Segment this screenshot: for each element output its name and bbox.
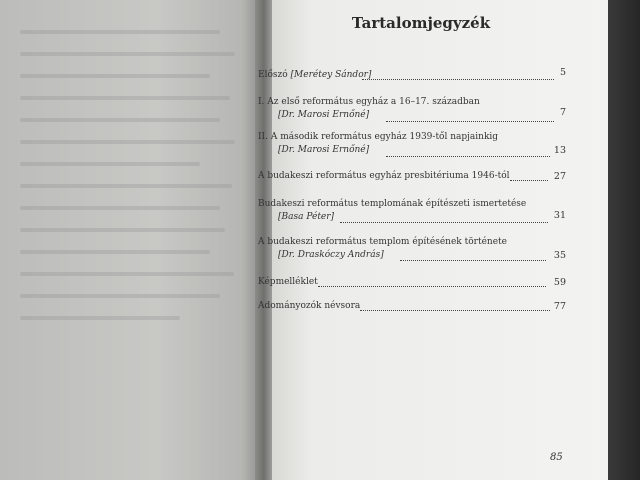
bleed-text-line <box>20 52 235 56</box>
toc-entry-title: Budakeszi református templomának építészeti ismertetése <box>258 199 527 209</box>
dot-leader <box>386 156 550 157</box>
dot-leader <box>362 79 554 80</box>
toc-entry-author: [Dr. Marosi Ernőné] <box>278 145 370 155</box>
toc-entry-title: Képmelléklet <box>258 277 318 287</box>
bleed-text-line <box>20 250 210 254</box>
toc-entry <box>258 70 371 80</box>
toc-entry-title: A budakeszi református egyház presbitériuma 1946-tól <box>258 171 510 181</box>
dot-leader <box>400 260 546 261</box>
toc-entry-page: 13 <box>553 145 566 156</box>
toc-entry <box>258 301 360 311</box>
bleed-text-line <box>20 294 220 298</box>
bleed-text-line <box>20 316 180 320</box>
dot-leader <box>340 222 548 223</box>
dot-leader <box>386 121 554 122</box>
toc-entry-author: [Dr. Marosi Ernőné] <box>278 110 370 120</box>
page-title: Tartalomjegyzék <box>351 14 491 32</box>
dot-leader <box>360 310 550 311</box>
left-page <box>0 0 262 480</box>
toc-entry <box>258 97 480 120</box>
toc-entry <box>258 132 498 155</box>
bleed-text-line <box>20 228 225 232</box>
toc-entry-page: 59 <box>553 277 566 288</box>
toc-entry-title: II. A második református egyház 1939-től napjainkig <box>258 132 499 142</box>
bleed-text-line <box>20 272 234 276</box>
toc-entry-title: I. Az első református egyház a 16–17. században <box>258 97 480 107</box>
toc-entry <box>258 277 318 287</box>
toc-entry-page: 35 <box>553 250 566 261</box>
toc-entry-page: 77 <box>553 301 566 312</box>
bleed-text-line <box>20 30 220 34</box>
bleed-text-line <box>20 140 235 144</box>
toc-entry-page: 7 <box>559 107 566 118</box>
toc-entry-title: Adományozók névsora <box>258 301 361 311</box>
toc-entry <box>258 199 526 222</box>
toc-entry-page: 5 <box>559 67 566 78</box>
dot-leader <box>318 286 546 287</box>
toc-entry-author: [Dr. Draskóczy András] <box>278 250 384 260</box>
bleed-text-line <box>20 96 230 100</box>
bleed-text-line <box>20 74 210 78</box>
bleed-text-line <box>20 184 232 188</box>
dark-edge <box>608 0 640 480</box>
dot-leader <box>510 180 548 181</box>
toc-entry <box>258 171 510 181</box>
bleed-text-line <box>20 162 200 166</box>
toc-entry-author: [Merétey Sándor] <box>290 70 372 80</box>
toc-entry-page: 27 <box>553 171 566 182</box>
toc-entry-author: [Basa Péter] <box>278 212 335 222</box>
toc-entry <box>258 237 507 260</box>
bleed-text-line <box>20 206 220 210</box>
toc-entry-title: Előszó <box>258 70 288 80</box>
toc-entry-page: 31 <box>553 210 566 221</box>
bleed-text-line <box>20 118 220 122</box>
toc-entry-title: A budakeszi református templom építésének története <box>258 237 507 247</box>
page-number: 85 <box>550 452 563 463</box>
